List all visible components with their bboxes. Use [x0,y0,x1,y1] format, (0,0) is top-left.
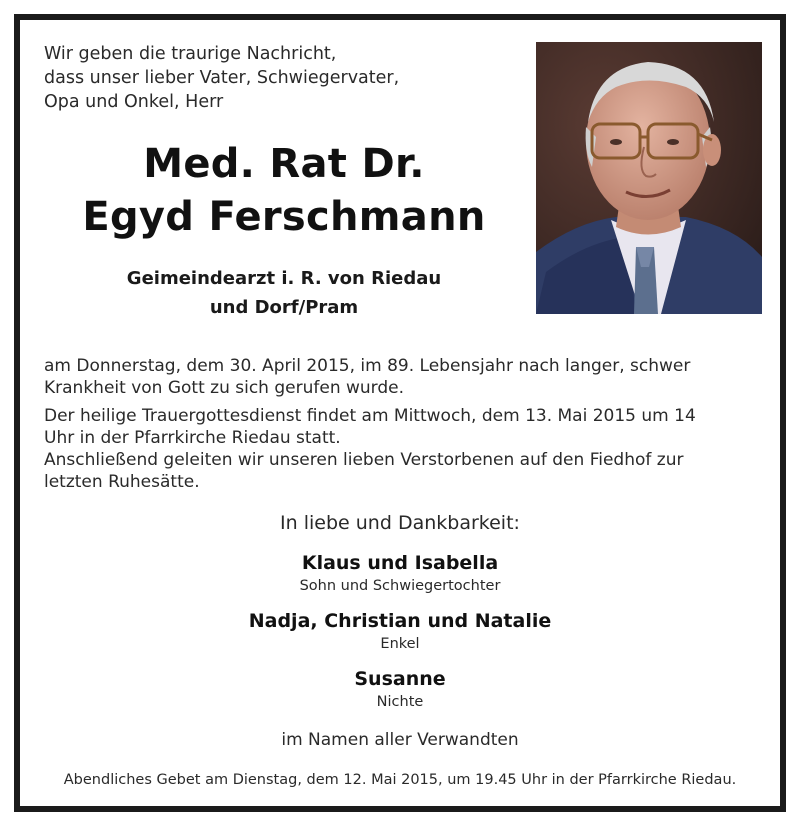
deceased-name-line: Egyd Ferschmann [82,194,486,240]
death-paragraph [44,355,764,399]
text-line: Uhr in der Pfarrkirche Riedau statt. [44,428,341,448]
closing-phrase: In liebe und Dankbarkeit: [280,512,520,534]
text-line: Der heilige Trauergottesdienst findet am Mittwoch, dem 13. Mai 2015 um 14 [44,406,696,426]
relative-role: Nichte [376,694,424,710]
intro-line: dass unser lieber Vater, Schwiegervater, [44,68,400,88]
deceased-title-line: Geimeindearzt i. R. von Riedau [126,268,442,289]
deceased-name [44,138,524,244]
text-line: Krankheit von Gott zu sich gerufen wurde. [44,378,405,398]
relative-name: Susanne [354,668,446,690]
on-behalf-line: im Namen aller Verwandten [281,730,519,750]
intro-text [44,42,524,114]
portrait-image [536,42,762,314]
deceased-title [44,264,524,322]
service-paragraph [44,405,764,493]
relative-name: Klaus und Isabella [301,552,499,574]
portrait-photo [536,42,762,314]
intro-line: Opa und Onkel, Herr [44,92,224,112]
obituary-notice [14,14,786,812]
announcement-text [44,355,764,499]
relative-role: Sohn und Schwiegertochter [299,578,501,594]
deceased-name-line: Med. Rat Dr. [143,141,425,187]
text-line: Anschließend geleiten wir unseren lieben Verstorbenen auf den Fiedhof zur [44,450,684,470]
text-line: am Donnerstag, dem 30. April 2015, im 89. Lebensjahr nach langer, schwer [44,356,691,376]
footer-note: Abendliches Gebet am Dienstag, dem 12. Mai 2015, um 19.45 Uhr in der Pfarrkirche Riedau. [63,772,737,788]
relative-role: Enkel [380,636,420,652]
text-line: letzten Ruhesätte. [44,472,200,492]
intro-line: Wir geben die traurige Nachricht, [44,44,337,64]
deceased-title-line: und Dorf/Pram [209,297,359,318]
relative-name: Nadja, Christian und Natalie [248,610,552,632]
